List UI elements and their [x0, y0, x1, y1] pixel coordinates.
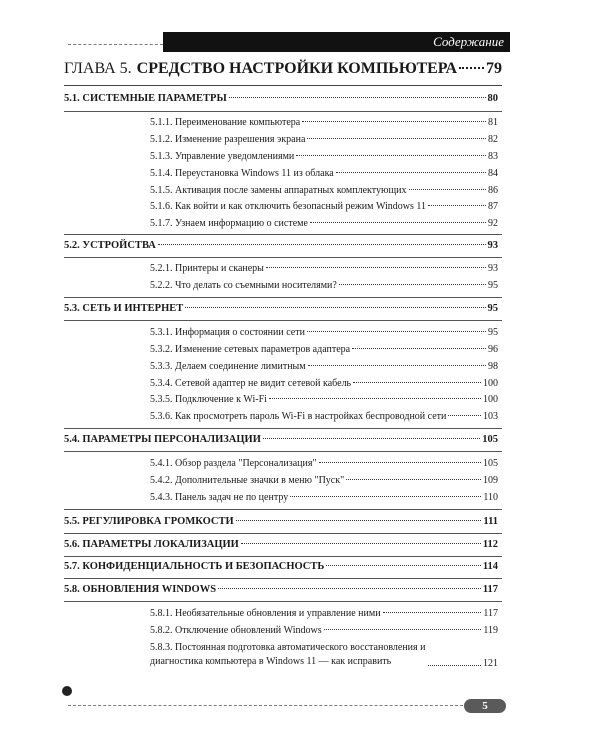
- toc-entry-title: 5.3. СЕТЬ И ИНТЕРНЕТ: [64, 303, 184, 314]
- toc-entry-title-continued: диагностика компьютера в Windows 11 — как исправить: [150, 656, 392, 667]
- toc-entry-5-3-5[interactable]: [150, 394, 498, 405]
- toc-entry-page: 121: [483, 658, 498, 669]
- toc-entry-5-4-3[interactable]: [150, 492, 498, 503]
- toc-section-5-1[interactable]: [64, 93, 498, 104]
- toc-section-5-5[interactable]: [64, 516, 498, 527]
- leader-dots: [459, 67, 484, 69]
- leader-dots: [229, 97, 486, 98]
- toc-section-5-8[interactable]: [64, 584, 498, 595]
- toc-entry-title: 5.3.5. Подключение к Wi-Fi: [150, 394, 267, 405]
- toc-entry-page: 80: [487, 93, 498, 104]
- toc-entry-page: 87: [488, 201, 498, 212]
- leader-dots: [307, 138, 486, 139]
- toc-entry-title: 5.1.6. Как войти и как отключить безопасный режим Windows 11: [150, 201, 427, 212]
- toc-section-5-7[interactable]: [64, 561, 498, 572]
- toc-entry-5-1-3[interactable]: [150, 151, 498, 162]
- toc-entry-5-8-3[interactable]: [150, 641, 498, 669]
- leader-dots: [428, 205, 486, 206]
- leader-dots: [236, 520, 482, 521]
- toc-entry-5-3-1[interactable]: [150, 327, 498, 338]
- running-header: [163, 32, 510, 52]
- toc-entry-page: 82: [488, 134, 498, 145]
- leader-dots: [269, 398, 481, 399]
- toc-entry-page: 96: [488, 344, 498, 355]
- toc-entry-title: 5.1.4. Переустановка Windows 11 из облака: [150, 168, 334, 179]
- toc-entry-5-8-2[interactable]: [150, 625, 498, 636]
- toc-entry-5-3-4[interactable]: [150, 378, 498, 389]
- toc-entry-title: 5.1.5. Активация после замены аппаратных комплектующих: [150, 185, 407, 196]
- section-separator: [64, 533, 502, 534]
- toc-entry-page: 117: [483, 608, 498, 619]
- chapter-title: СРЕДСТВО НАСТРОЙКИ КОМПЬЮТЕРА: [136, 60, 458, 77]
- toc-entry-page: 93: [487, 240, 498, 251]
- leader-dots: [218, 588, 481, 589]
- chapter-number: ГЛАВА 5.: [64, 60, 132, 77]
- section-separator: [64, 111, 502, 112]
- section-separator: [64, 509, 502, 510]
- toc-entry-title: 5.3.6. Как просмотреть пароль Wi-Fi в настройках беспроводной сети: [150, 411, 447, 422]
- toc-entry-title: 5.1.3. Управление уведомлениями: [150, 151, 295, 162]
- leader-dots: [308, 365, 486, 366]
- leader-dots: [290, 496, 481, 497]
- toc-entry-title: 5.2.1. Принтеры и сканеры: [150, 263, 264, 274]
- toc-entry-title: 5.1. СИСТЕМНЫЕ ПАРАМЕТРЫ: [64, 93, 227, 104]
- toc-entry-5-8-1[interactable]: [150, 608, 498, 619]
- toc-entry-5-3-6[interactable]: [150, 411, 498, 422]
- toc-entry-title: 5.3.4. Сетевой адаптер не видит сетевой кабель: [150, 378, 352, 389]
- leader-dots: [383, 612, 482, 613]
- toc-entry-page: 114: [482, 561, 498, 572]
- toc-entry-page: 109: [483, 475, 498, 486]
- leader-dots: [428, 665, 482, 666]
- leader-dots: [352, 348, 486, 349]
- toc-entry-page: 105: [482, 434, 498, 445]
- page-number: 5: [482, 700, 488, 712]
- toc-entry-title: 5.3.1. Информация о состоянии сети: [150, 327, 305, 338]
- toc-entry-5-3-3[interactable]: [150, 361, 498, 372]
- header-dotted-rule: [68, 44, 163, 45]
- section-separator: [64, 297, 502, 298]
- chapter-page: 79: [486, 60, 502, 77]
- toc-entry-page: 81: [488, 117, 498, 128]
- leader-dots: [339, 284, 486, 285]
- toc-entry-page: 112: [482, 539, 498, 550]
- leader-dots: [241, 543, 481, 544]
- toc-entry-title: 5.4.3. Панель задач не по центру: [150, 492, 289, 503]
- leader-dots: [353, 382, 481, 383]
- toc-entry-title: 5.5. РЕГУЛИРОВКА ГРОМКОСТИ: [64, 516, 234, 527]
- chapter-rule: [64, 85, 502, 86]
- section-separator: [64, 320, 502, 321]
- section-separator: [64, 451, 502, 452]
- toc-entry-title: 5.8. ОБНОВЛЕНИЯ WINDOWS: [64, 584, 217, 595]
- toc-entry-title: 5.6. ПАРАМЕТРЫ ЛОКАЛИЗАЦИИ: [64, 539, 239, 550]
- toc-section-5-3[interactable]: [64, 303, 498, 314]
- toc-entry-5-4-2[interactable]: [150, 475, 498, 486]
- toc-entry-5-1-5[interactable]: [150, 185, 498, 196]
- toc-entry-page: 117: [482, 584, 498, 595]
- toc-entry-title: 5.2.2. Что делать со съемными носителями?: [150, 280, 337, 291]
- toc-entry-title: 5.1.7. Узнаем информацию о системе: [150, 218, 308, 229]
- leader-dots: [310, 222, 486, 223]
- toc-entry-5-2-1[interactable]: [150, 263, 498, 274]
- leader-dots: [158, 244, 486, 245]
- leader-dots: [346, 479, 481, 480]
- leader-dots: [266, 267, 486, 268]
- toc-entry-title: 5.1.2. Изменение разрешения экрана: [150, 134, 306, 145]
- footer-dotted-rule: [68, 705, 463, 706]
- leader-dots: [263, 438, 480, 439]
- section-separator: [64, 234, 502, 235]
- toc-entry-page: 119: [483, 625, 498, 636]
- page-number-badge: [464, 699, 506, 713]
- toc-entry-page: 93: [488, 263, 498, 274]
- leader-dots: [319, 462, 481, 463]
- toc-entry-title: 5.4.2. Дополнительные значки в меню "Пуск": [150, 475, 345, 486]
- toc-entry-title-block: [150, 641, 426, 669]
- toc-entry-page: 83: [488, 151, 498, 162]
- toc-entry-title: 5.8.1. Необязательные обновления и управление ними: [150, 608, 381, 619]
- leader-dots: [448, 415, 481, 416]
- section-separator: [64, 601, 502, 602]
- running-header-title: Содержание: [433, 34, 504, 49]
- toc-entry-5-2-2[interactable]: [150, 280, 498, 291]
- leader-dots: [307, 331, 486, 332]
- leader-dots: [302, 121, 486, 122]
- section-separator: [64, 556, 502, 557]
- toc-entry-title: 5.1.1. Переименование компьютера: [150, 117, 301, 128]
- toc-entry-title: 5.7. КОНФИДЕНЦИАЛЬНОСТЬ И БЕЗОПАСНОСТЬ: [64, 561, 325, 572]
- toc-entry-page: 95: [488, 327, 498, 338]
- toc-entry-page: 95: [487, 303, 498, 314]
- toc-entry-title: 5.3.2. Изменение сетевых параметров адаптера: [150, 344, 351, 355]
- toc-entry-5-3-2[interactable]: [150, 344, 498, 355]
- section-separator: [64, 428, 502, 429]
- section-separator: [64, 578, 502, 579]
- toc-entry-page: 92: [488, 218, 498, 229]
- section-separator: [64, 257, 502, 258]
- leader-dots: [409, 189, 486, 190]
- toc-entry-title: 5.4. ПАРАМЕТРЫ ПЕРСОНАЛИЗАЦИИ: [64, 434, 261, 445]
- toc-entry-page: 86: [488, 185, 498, 196]
- toc-entry-title: 5.4.1. Обзор раздела "Персонализация": [150, 458, 317, 469]
- toc-entry-page: 98: [488, 361, 498, 372]
- leader-dots: [326, 565, 481, 566]
- toc-entry-title: 5.2. УСТРОЙСТВА: [64, 240, 156, 251]
- leader-dots: [185, 307, 485, 308]
- bullet-dot: [62, 686, 72, 696]
- toc-section-5-6[interactable]: [64, 539, 498, 550]
- toc-entry-page: 84: [488, 168, 498, 179]
- toc-entry-page: 100: [483, 394, 498, 405]
- toc-entry-5-1-2[interactable]: [150, 134, 498, 145]
- toc-entry-5-1-1[interactable]: [150, 117, 498, 128]
- toc-entry-5-1-6[interactable]: [150, 201, 498, 212]
- toc-entry-page: 110: [483, 492, 498, 503]
- toc-entry-title: 5.8.2. Отключение обновлений Windows: [150, 625, 322, 636]
- toc-entry-page: 95: [488, 280, 498, 291]
- toc-section-5-2[interactable]: [64, 240, 498, 251]
- leader-dots: [324, 629, 482, 630]
- leader-dots: [296, 155, 486, 156]
- toc-entry-page: 111: [483, 516, 498, 527]
- toc-section-5-4[interactable]: [64, 434, 498, 445]
- toc-entry-page: 105: [483, 458, 498, 469]
- toc-entry-page: 100: [483, 378, 498, 389]
- leader-dots: [336, 172, 486, 173]
- chapter-heading[interactable]: [64, 60, 502, 78]
- toc-entry-page: 103: [483, 411, 498, 422]
- toc-entry-5-1-4[interactable]: [150, 168, 498, 179]
- toc-entry-5-1-7[interactable]: [150, 218, 498, 229]
- toc-entry-5-4-1[interactable]: [150, 458, 498, 469]
- toc-entry-title: 5.8.3. Постоянная подготовка автоматического восстановления и: [150, 642, 426, 653]
- toc-entry-title: 5.3.3. Делаем соединение лимитным: [150, 361, 306, 372]
